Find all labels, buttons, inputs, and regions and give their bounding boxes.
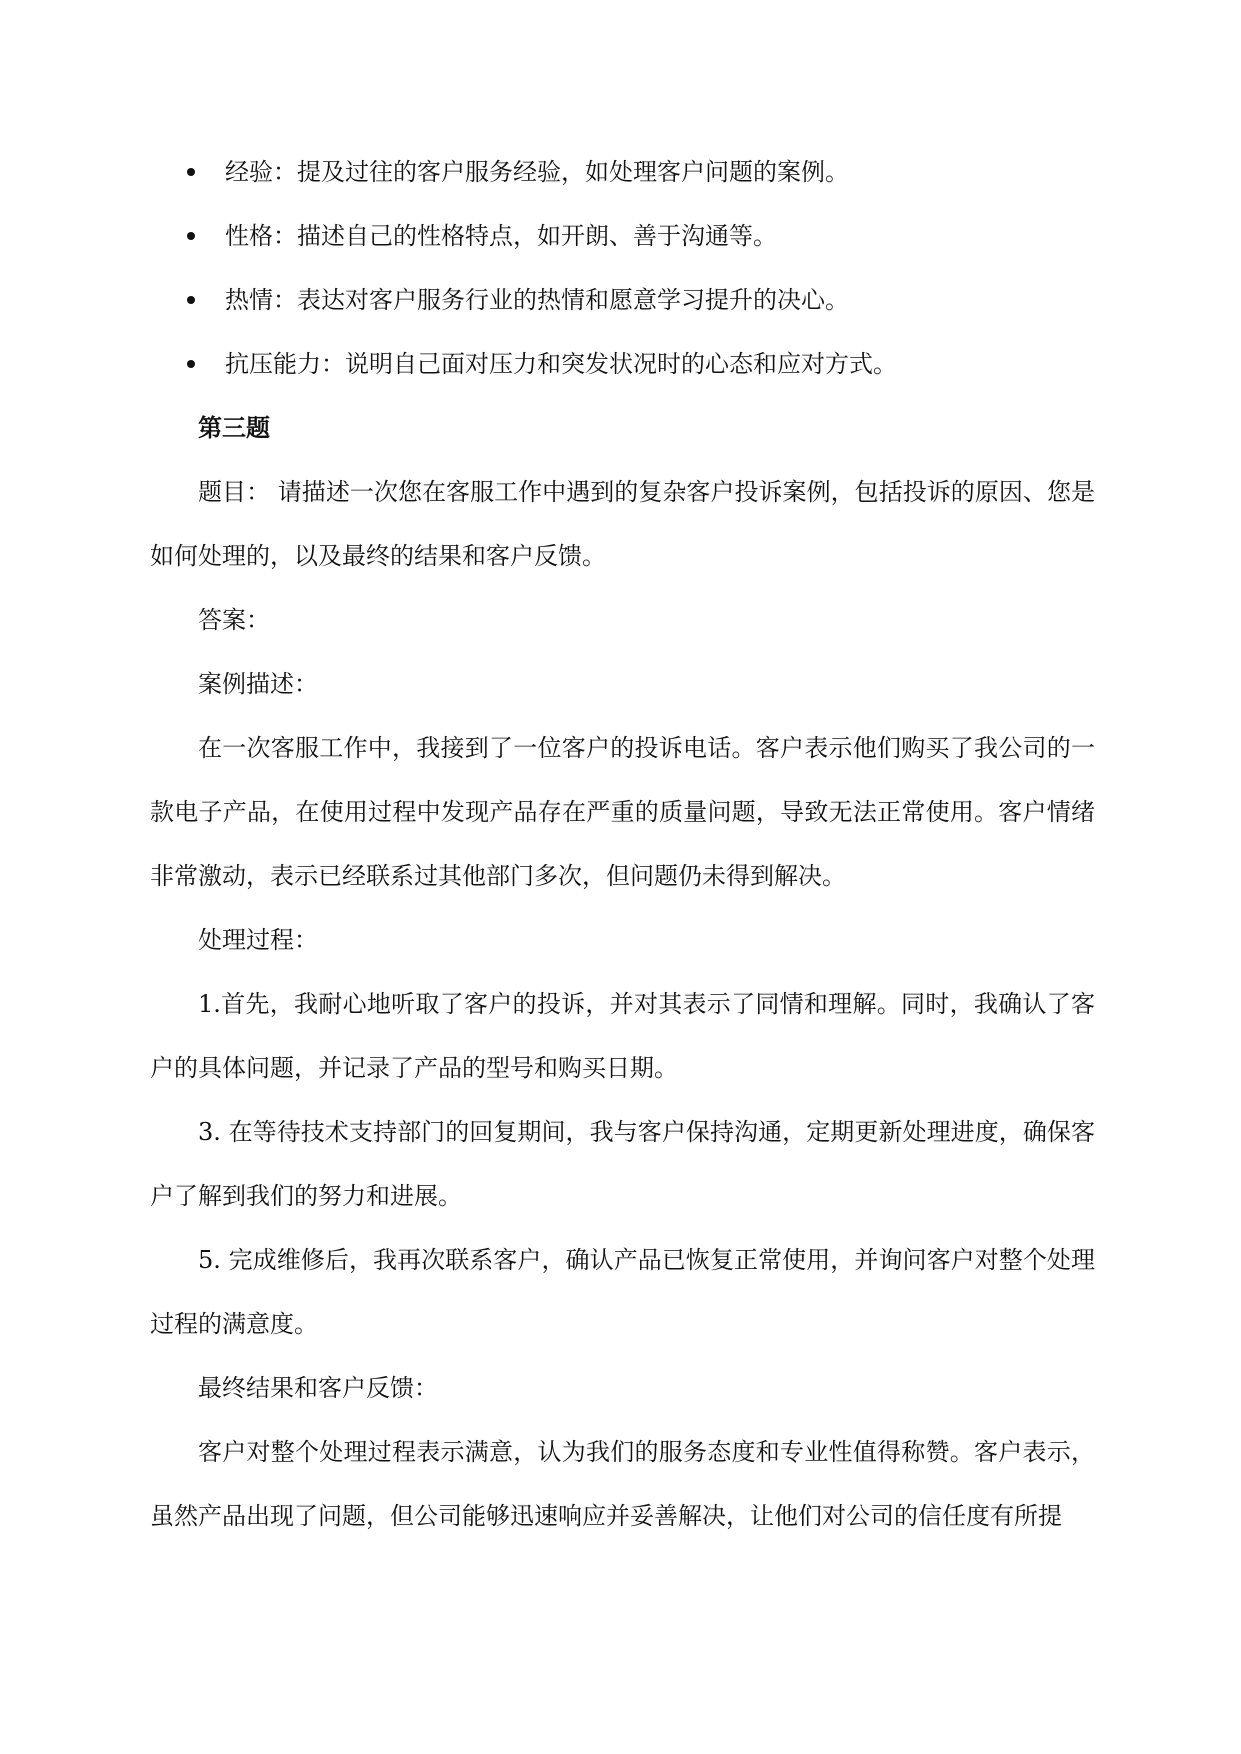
result-label: 最终结果和客户反馈： [198, 1374, 438, 1402]
bullet-text: 热情：表达对客户服务行业的热情和愿意学习提升的决心。 [225, 286, 849, 314]
question-paragraph: 题目： 请描述一次您在客服工作中遇到的复杂客户投诉案例，包括投诉的原因、您是如何处理的，以及最终的结果和客户反馈。 [150, 478, 1095, 570]
process-label: 处理过程： [198, 926, 318, 954]
document-body [150, 140, 1095, 1548]
bullet-text: 经验：提及过往的客户服务经验，如处理客户问题的案例。 [225, 158, 849, 186]
answer-label: 答案： [198, 606, 270, 634]
case-description-paragraph: 在一次客服工作中，我接到了一位客户的投诉电话。客户表示他们购买了我公司的一款电子产品，在使用过程中发现产品存在严重的质量问题，导致无法正常使用。客户情绪非常激动，表示已经联系过其他部门多次，但问题仍未得到解决。 [150, 734, 1095, 890]
bullet-text: 抗压能力：说明自己面对压力和突发状况时的心态和应对方式。 [225, 350, 897, 378]
bullet-icon [187, 232, 195, 240]
section-title: 第三题 [198, 413, 270, 442]
process-step-3: 3. 在等待技术支持部门的回复期间，我与客户保持沟通，定期更新处理进度，确保客户了解到我们的努力和进展。 [150, 1118, 1095, 1210]
list-item [150, 332, 1095, 396]
result-paragraph: 客户对整个处理过程表示满意，认为我们的服务态度和专业性值得称赞。客户表示，虽然产品出现了问题，但公司能够迅速响应并妥善解决，让他们对公司的信任度有所提 [150, 1438, 1095, 1530]
list-item [150, 204, 1095, 268]
list-item [150, 140, 1095, 204]
bullet-icon [187, 360, 195, 368]
list-item [150, 268, 1095, 332]
bullet-list [150, 140, 1095, 396]
bullet-icon [187, 296, 195, 304]
process-step-1: 1.首先，我耐心地听取了客户的投诉，并对其表示了同情和理解。同时，我确认了客户的具体问题，并记录了产品的型号和购买日期。 [150, 990, 1095, 1082]
bullet-text: 性格：描述自己的性格特点，如开朗、善于沟通等。 [225, 222, 777, 250]
process-step-5: 5. 完成维修后，我再次联系客户，确认产品已恢复正常使用，并询问客户对整个处理过程的满意度。 [150, 1246, 1095, 1338]
bullet-icon [187, 168, 195, 176]
case-description-label: 案例描述： [198, 670, 318, 698]
